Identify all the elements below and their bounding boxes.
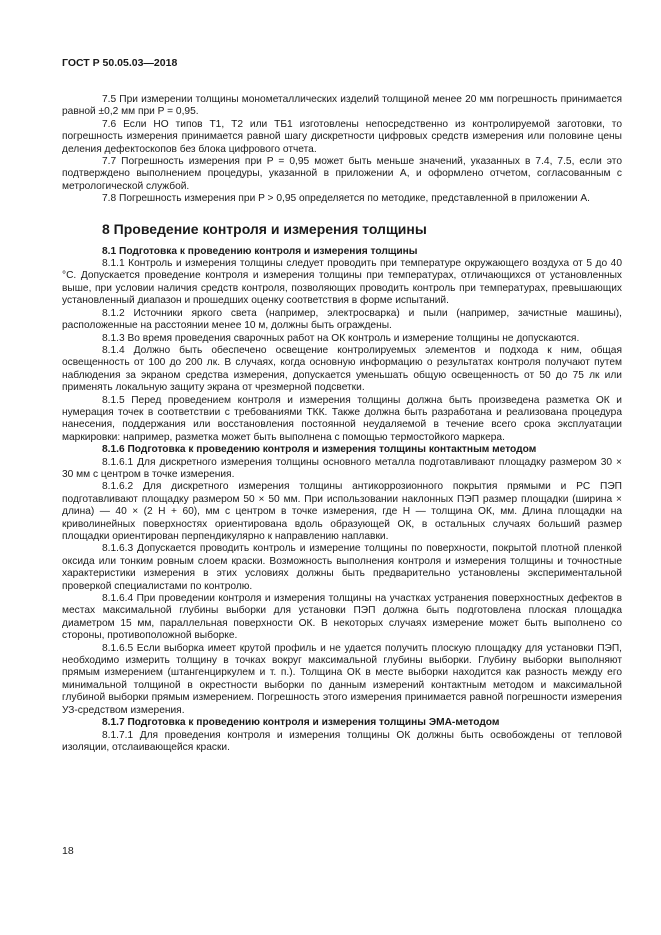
paragraph-7-6: 7.6 Если НО типов Т1, Т2 или ТБ1 изготовлены непосредственно из контролируемой заготовки, то погрешность измерения принимается равной шагу дискретности цифровых средств измерения или половине цены деления дефектоскопов без блока цифрового отчета. [62,118,622,155]
page-content [62,94,622,754]
paragraph-7-7: 7.7 Погрешность измерения при P = 0,95 может быть меньше значений, указанных в 7.4, 7.5, если это подтверждено выполнением процедуры, указанной в приложении А, и оформлено отчетом, согласованным с метрологической службой. [62,156,622,192]
paragraph-8-1-6-2: 8.1.6.2 Для дискретного измерения толщины антикоррозионного покрытия прямыми и РС ПЭП подготавливают площадку размером 50 × 50 мм. При использовании наклонных ПЭП размер площадки (ширина × длина) — 40 × (2 H + 60), мм с центром в точке измерения, где H — толщина ОК, мм. Длина площадки на криволинейных поверхностях ориентирована вдоль образующей ОК, в остальных случаях больший размер площадки ориентирован перпендикулярно к направлению наплавки. [62,481,622,542]
paragraph-8-1-7-1: 8.1.7.1 Для проведения контроля и измерения толщины ОК должны быть освобождены от тепловой изоляции, отслаивающейся краски. [62,729,622,753]
paragraph-8-1-6-4: 8.1.6.4 При проведении контроля и измерения толщины на участках устранения поверхностных дефектов в местах максимальной глубины выборки для установки ПЭП должна быть подготовлена плоская площадка диаметром 15 мм, параллельная поверхности ОК. В некоторых случаях измерение может быть выполнено со стороны, противоположной выборке. [62,593,622,642]
paragraph-8-1-5: 8.1.5 Перед проведением контроля и измерения толщины должна быть произведена разметка ОК и нумерация точек в соответствии с требованиями ТКК. Также должна быть разработана и реализована процедура нанесения, поддержания или восстановления постоянной неудаляемой в течение всего срока эксплуатации маркировки: например, разметка может быть выполнена с помощью термостойкого маркера. [62,394,622,443]
paragraph-8-1-4: 8.1.4 Должно быть обеспечено освещение контролируемых элементов и подхода к ним, общая освещенность от 100 до 200 лк. В случаях, когда основную информацию о результатах контроля получают путем наблюдения за экраном средства измерения, допускается уменьшать общую освещенность от 50 до 75 лк или применять локальную защиту экрана от чрезмерной подсветки. [62,344,622,394]
paragraph-7-8: 7.8 Погрешность измерения при P > 0,95 определяется по методике, представленной в приложении А. [102,193,590,205]
paragraph-8-1-2: 8.1.2 Источники яркого света (например, электросварка) и пыли (например, зачистные машины), расположенные на расстоянии менее 10 м, должны быть ограждены. [62,307,622,332]
section-8-title: 8 Проведение контроля и измерения толщины [102,220,427,237]
document-header: ГОСТ Р 50.05.03—2018 [62,57,178,69]
paragraph-7-5: 7.5 При измерении толщины монометаллических изделий толщиной менее 20 мм погрешность принимается равной ±0,2 мм при P = 0,95. [62,94,622,118]
paragraph-8-1-3: 8.1.3 Во время проведения сварочных работ на ОК контроль и измерение толщины не допускаются. [102,332,580,344]
paragraph-8-1-1: 8.1.1 Контроль и измерения толщины следует проводить при температуре окружающего воздуха от 5 до 40 °С. Допускается проведение контроля и измерения толщины при температурах, отличающихся от установленных выше, при условии наличия средств контроля, позволяющих проводить контроль при температурах, превышающих установленный диапазон и прошедших оценку соответствия в форме испытаний. [62,258,622,307]
paragraph-8-1-6-3: 8.1.6.3 Допускается проводить контроль и измерение толщины по поверхности, покрытой плотной пленкой оксида или тонким ровным слоем краски. Возможность выполнения контроля и измерения толщины и точностные характеристики измерения в этих условиях должны быть предварительно установлены экспериментальной проверкой специалистами по контролю. [62,543,622,592]
page-number: 18 [62,845,74,857]
subsection-8-1-heading: 8.1 Подготовка к проведению контроля и измерения толщины [102,245,418,257]
paragraph-8-1-6-1: 8.1.6.1 Для дискретного измерения толщины основного металла подготавливают площадку размером 30 × 30 мм с центром в точке измерения. [62,456,622,480]
paragraph-8-1-6-5: 8.1.6.5 Если выборка имеет крутой профиль и не удается получить плоскую площадку для установки ПЭП, необходимо измерить толщину в точках вокруг максимальной глубины выборки. Глубину выборки выполняют прямым измерением (штангенциркулем и т. п.). Толщина ОК в месте выборки находится как разность между его минимальной толщиной в окрестности выборки по данным измерений контактным методом и максимальной глубиной выборки прямым измерением. Погрешность этого измерения принимается равной погрешности измерения УЗ-средством измерения. [62,642,622,716]
subsection-8-1-6-heading: 8.1.6 Подготовка к проведению контроля и измерения толщины контактным методом [102,444,537,456]
subsection-8-1-7-heading: 8.1.7 Подготовка к проведению контроля и измерения толщины ЭМА-методом [102,717,500,729]
